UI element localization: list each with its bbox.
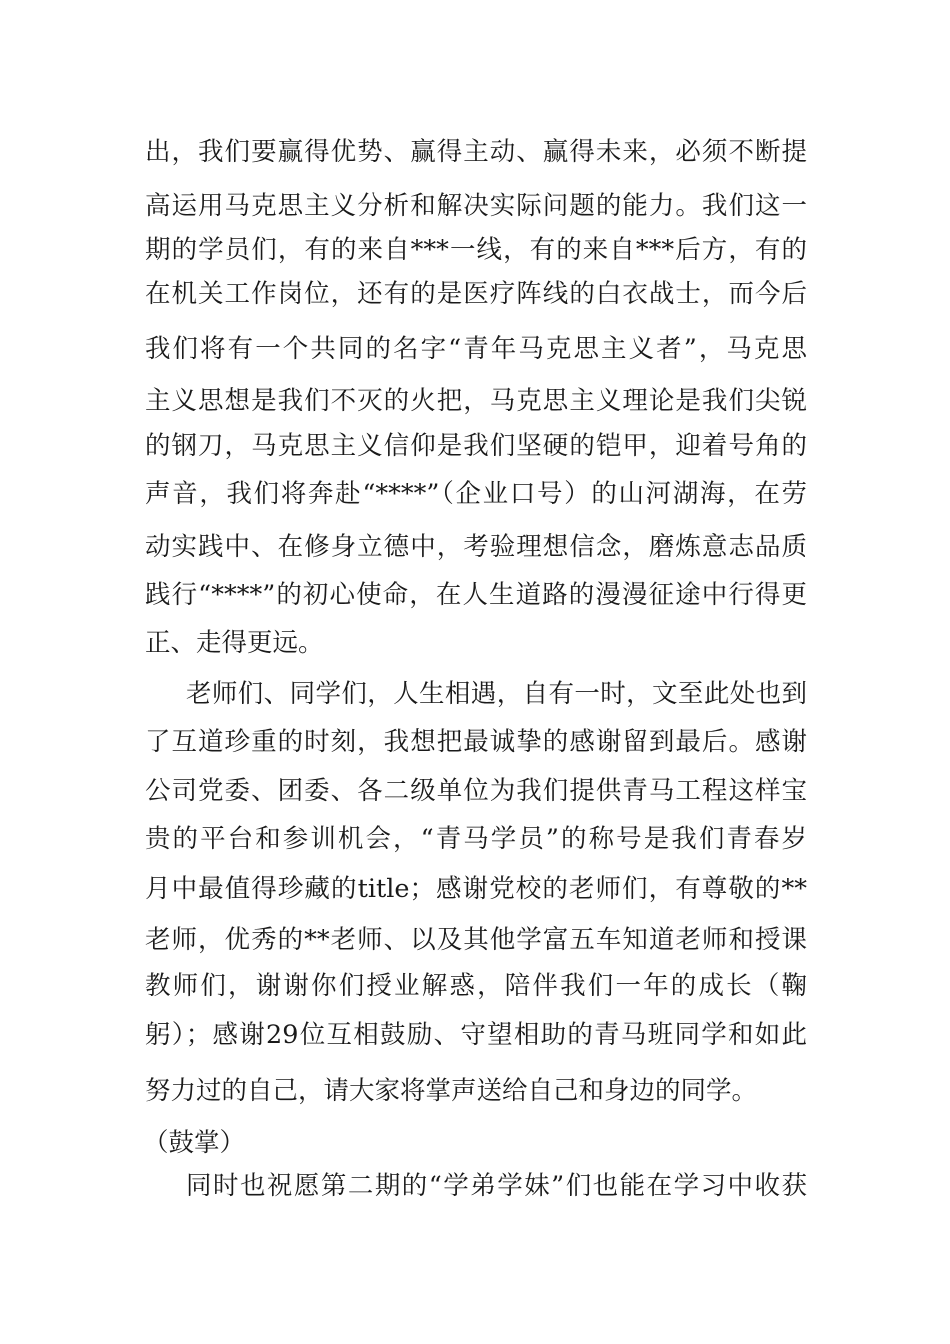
text-line: 正、走得更远。 <box>145 628 324 658</box>
text-line: 动实践中、在修身立德中，考验理想信念，磨炼意志品质 <box>145 532 807 562</box>
text-line: 我们将有一个共同的名字“青年马克思主义者”，马克思 <box>145 334 807 364</box>
text-line: 同时也祝愿第二期的“学弟学妹”们也能在学习中收获 <box>186 1171 807 1201</box>
text-line: 贵的平台和参训机会，“青马学员”的称号是我们青春岁 <box>145 824 807 854</box>
text-line: （鼓掌） <box>143 1128 246 1158</box>
text-line: 教师们，谢谢你们授业解惑，陪伴我们一年的成长（鞠 <box>145 971 807 1001</box>
text-line: 践行“****”的初心使命，在人生道路的漫漫征途中行得更 <box>145 580 807 610</box>
text-line: 了互道珍重的时刻，我想把最诚挚的感谢留到最后。感谢 <box>145 727 807 757</box>
text-line: 在机关工作岗位，还有的是医疗阵线的白衣战士，而今后 <box>145 279 807 309</box>
text-line: 出，我们要赢得优势、赢得主动、赢得未来，必须不断提 <box>145 137 807 167</box>
text-line: 期的学员们，有的来自***一线，有的来自***后方，有的 <box>145 235 807 265</box>
text-line: 公司党委、团委、各二级单位为我们提供青马工程这样宝 <box>145 776 807 806</box>
text-line: 声音，我们将奔赴“****”（企业口号）的山河湖海，在劳 <box>145 479 807 509</box>
text-line: 高运用马克思主义分析和解决实际问题的能力。我们这一 <box>145 191 807 221</box>
text-line: 老师们、同学们，人生相遇，自有一时，文至此处也到 <box>186 679 807 709</box>
text-line: 躬）；感谢29位互相鼓励、守望相助的青马班同学和如此 <box>145 1020 807 1050</box>
text-line: 老师，优秀的**老师、以及其他学富五车知道老师和授课 <box>145 925 807 955</box>
text-line: 主义思想是我们不灭的火把，马克思主义理论是我们尖锐 <box>145 386 807 416</box>
text-line: 月中最值得珍藏的title；感谢党校的老师们，有尊敬的** <box>145 874 807 904</box>
text-line: 的钢刀，马克思主义信仰是我们坚硬的铠甲，迎着号角的 <box>145 431 807 461</box>
text-line: 努力过的自己，请大家将掌声送给自己和身边的同学。 <box>145 1076 758 1106</box>
